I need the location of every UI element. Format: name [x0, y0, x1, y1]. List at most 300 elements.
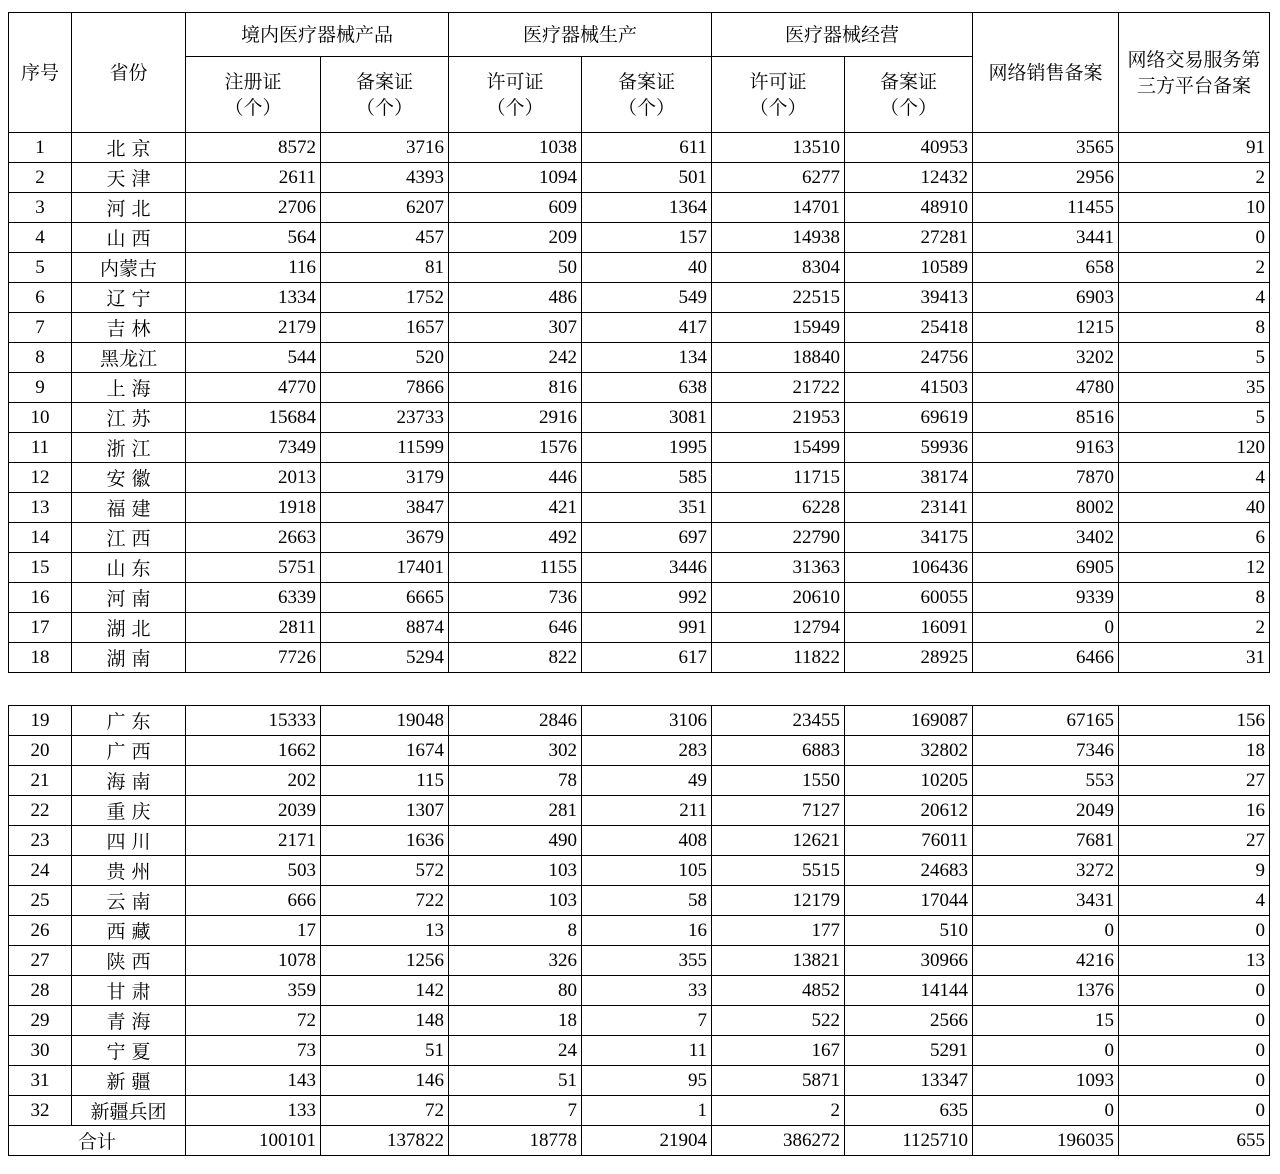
header-online-sales: 网络销售备案: [973, 13, 1119, 133]
table-row: [9, 283, 1270, 313]
value-cell: 202: [186, 766, 321, 796]
value-cell: 553: [973, 766, 1119, 796]
row-index: 20: [9, 736, 72, 766]
value-cell: 146: [321, 1066, 449, 1096]
value-cell: 142: [321, 976, 449, 1006]
subheader-license: [449, 57, 582, 133]
value-cell: 17: [186, 916, 321, 946]
table-row: [9, 1006, 1270, 1036]
subheader-unit: （个）: [617, 96, 675, 119]
value-cell: 8572: [186, 133, 321, 163]
value-cell: 510: [845, 916, 973, 946]
province-name: 湖 南: [72, 643, 186, 673]
value-cell: 18: [449, 1006, 582, 1036]
value-cell: 3402: [973, 523, 1119, 553]
province-name: 浙 江: [72, 433, 186, 463]
subheader-unit: （个）: [224, 96, 282, 119]
value-cell: 72: [186, 1006, 321, 1036]
value-cell: 2179: [186, 313, 321, 343]
value-cell: 5751: [186, 553, 321, 583]
value-cell: 492: [449, 523, 582, 553]
value-cell: 73: [186, 1036, 321, 1066]
value-cell: 564: [186, 223, 321, 253]
value-cell: 4: [1119, 283, 1270, 313]
subheader-filing: [321, 57, 449, 133]
value-cell: 1215: [973, 313, 1119, 343]
province-name: 青 海: [72, 1006, 186, 1036]
header-province: 省份: [72, 13, 186, 133]
value-cell: 10589: [845, 253, 973, 283]
total-cell: 137822: [321, 1126, 449, 1156]
province-name: 河 北: [72, 193, 186, 223]
value-cell: 1995: [582, 433, 712, 463]
value-cell: 1752: [321, 283, 449, 313]
value-cell: 41503: [845, 373, 973, 403]
value-cell: 23455: [712, 706, 845, 736]
value-cell: 822: [449, 643, 582, 673]
row-index: 18: [9, 643, 72, 673]
value-cell: 19048: [321, 706, 449, 736]
value-cell: 15684: [186, 403, 321, 433]
value-cell: 3716: [321, 133, 449, 163]
table-row: [9, 826, 1270, 856]
value-cell: 2611: [186, 163, 321, 193]
value-cell: 5: [1119, 343, 1270, 373]
value-cell: 69619: [845, 403, 973, 433]
value-cell: 14938: [712, 223, 845, 253]
value-cell: 816: [449, 373, 582, 403]
value-cell: 12621: [712, 826, 845, 856]
value-cell: 585: [582, 463, 712, 493]
table-row: [9, 583, 1270, 613]
table-row: [9, 523, 1270, 553]
value-cell: 0: [1119, 223, 1270, 253]
province-name: 广 东: [72, 706, 186, 736]
value-cell: 32802: [845, 736, 973, 766]
table-row: [9, 553, 1270, 583]
value-cell: 48910: [845, 193, 973, 223]
value-cell: 18840: [712, 343, 845, 373]
table-row: [9, 976, 1270, 1006]
row-index: 4: [9, 223, 72, 253]
table-row: [9, 493, 1270, 523]
value-cell: 12179: [712, 886, 845, 916]
value-cell: 992: [582, 583, 712, 613]
value-cell: 722: [321, 886, 449, 916]
province-name: 上 海: [72, 373, 186, 403]
province-name: 四 川: [72, 826, 186, 856]
province-name: 江 西: [72, 523, 186, 553]
subheader-text: 许可证: [486, 70, 544, 93]
province-name: 贵 州: [72, 856, 186, 886]
province-name: 山 东: [72, 553, 186, 583]
subheader-text: 许可证: [749, 70, 807, 93]
value-cell: 13821: [712, 946, 845, 976]
value-cell: 2: [1119, 613, 1270, 643]
value-cell: 167: [712, 1036, 845, 1066]
table-row: [9, 766, 1270, 796]
value-cell: 520: [321, 343, 449, 373]
value-cell: 23141: [845, 493, 973, 523]
value-cell: 0: [973, 1096, 1119, 1126]
value-cell: 211: [582, 796, 712, 826]
value-cell: 326: [449, 946, 582, 976]
value-cell: 78: [449, 766, 582, 796]
value-cell: 4216: [973, 946, 1119, 976]
value-cell: 51: [449, 1066, 582, 1096]
table-row: [9, 403, 1270, 433]
value-cell: 281: [449, 796, 582, 826]
value-cell: 666: [186, 886, 321, 916]
value-cell: 1364: [582, 193, 712, 223]
value-cell: 359: [186, 976, 321, 1006]
value-cell: 1094: [449, 163, 582, 193]
value-cell: 11599: [321, 433, 449, 463]
header-production: 医疗器械生产: [449, 13, 712, 57]
row-index: 1: [9, 133, 72, 163]
province-name: 黑龙江: [72, 343, 186, 373]
value-cell: 1550: [712, 766, 845, 796]
row-index: 3: [9, 193, 72, 223]
value-cell: 609: [449, 193, 582, 223]
row-index: 26: [9, 916, 72, 946]
value-cell: 95: [582, 1066, 712, 1096]
province-name: 内蒙古: [72, 253, 186, 283]
value-cell: 646: [449, 613, 582, 643]
value-cell: 13510: [712, 133, 845, 163]
table-row: [9, 796, 1270, 826]
province-name: 北 京: [72, 133, 186, 163]
value-cell: 1657: [321, 313, 449, 343]
province-name: 天 津: [72, 163, 186, 193]
value-cell: 13: [321, 916, 449, 946]
row-index: 12: [9, 463, 72, 493]
row-index: 5: [9, 253, 72, 283]
row-index: 32: [9, 1096, 72, 1126]
value-cell: 20610: [712, 583, 845, 613]
value-cell: 2916: [449, 403, 582, 433]
value-cell: 15333: [186, 706, 321, 736]
value-cell: 307: [449, 313, 582, 343]
value-cell: 2811: [186, 613, 321, 643]
value-cell: 242: [449, 343, 582, 373]
value-cell: 5515: [712, 856, 845, 886]
table-row: [9, 163, 1270, 193]
value-cell: 15949: [712, 313, 845, 343]
value-cell: 0: [973, 1036, 1119, 1066]
row-index: 31: [9, 1066, 72, 1096]
value-cell: 120: [1119, 433, 1270, 463]
table-row: [9, 706, 1270, 736]
table-body-part1: [9, 133, 1270, 673]
value-cell: 21953: [712, 403, 845, 433]
province-name: 广 西: [72, 736, 186, 766]
table-row: [9, 433, 1270, 463]
value-cell: 30966: [845, 946, 973, 976]
subheader-text: 备案证: [617, 70, 675, 93]
row-index: 11: [9, 433, 72, 463]
value-cell: 7726: [186, 643, 321, 673]
value-cell: 40: [1119, 493, 1270, 523]
value-cell: 34175: [845, 523, 973, 553]
value-cell: 103: [449, 886, 582, 916]
value-cell: 49: [582, 766, 712, 796]
value-cell: 6466: [973, 643, 1119, 673]
total-cell: 655: [1119, 1126, 1270, 1156]
subheader-filing: [845, 57, 973, 133]
value-cell: 457: [321, 223, 449, 253]
province-name: 安 徽: [72, 463, 186, 493]
row-index: 19: [9, 706, 72, 736]
value-cell: 76011: [845, 826, 973, 856]
value-cell: 5294: [321, 643, 449, 673]
value-cell: 7866: [321, 373, 449, 403]
value-cell: 7870: [973, 463, 1119, 493]
value-cell: 116: [186, 253, 321, 283]
value-cell: 3565: [973, 133, 1119, 163]
table-row: [9, 1066, 1270, 1096]
row-index: 14: [9, 523, 72, 553]
value-cell: 39413: [845, 283, 973, 313]
value-cell: 13347: [845, 1066, 973, 1096]
value-cell: 2171: [186, 826, 321, 856]
row-index: 8: [9, 343, 72, 373]
value-cell: 446: [449, 463, 582, 493]
value-cell: 5291: [845, 1036, 973, 1066]
table-row: [9, 856, 1270, 886]
value-cell: 7681: [973, 826, 1119, 856]
value-cell: 115: [321, 766, 449, 796]
total-row: [9, 1126, 1270, 1156]
value-cell: 6277: [712, 163, 845, 193]
value-cell: 5: [1119, 403, 1270, 433]
value-cell: 4770: [186, 373, 321, 403]
value-cell: 3179: [321, 463, 449, 493]
province-name: 山 西: [72, 223, 186, 253]
row-index: 30: [9, 1036, 72, 1066]
total-cell: 18778: [449, 1126, 582, 1156]
value-cell: 3272: [973, 856, 1119, 886]
table-row: [9, 373, 1270, 403]
value-cell: 11455: [973, 193, 1119, 223]
value-cell: 24: [449, 1036, 582, 1066]
value-cell: 3847: [321, 493, 449, 523]
value-cell: 17401: [321, 553, 449, 583]
header-third-party: [1119, 13, 1270, 133]
value-cell: 572: [321, 856, 449, 886]
row-index: 23: [9, 826, 72, 856]
table-row: [9, 643, 1270, 673]
value-cell: 11822: [712, 643, 845, 673]
table-row: [9, 946, 1270, 976]
value-cell: 80: [449, 976, 582, 1006]
value-cell: 6228: [712, 493, 845, 523]
value-cell: 1576: [449, 433, 582, 463]
value-cell: 31: [1119, 643, 1270, 673]
value-cell: 21722: [712, 373, 845, 403]
table-row: [9, 613, 1270, 643]
value-cell: 72: [321, 1096, 449, 1126]
value-cell: 736: [449, 583, 582, 613]
header-seq: 序号: [9, 13, 72, 133]
value-cell: 638: [582, 373, 712, 403]
value-cell: 351: [582, 493, 712, 523]
value-cell: 4: [1119, 886, 1270, 916]
table-row: [9, 223, 1270, 253]
value-cell: 22515: [712, 283, 845, 313]
row-index: 17: [9, 613, 72, 643]
value-cell: 17044: [845, 886, 973, 916]
value-cell: 157: [582, 223, 712, 253]
value-cell: 10205: [845, 766, 973, 796]
value-cell: 991: [582, 613, 712, 643]
value-cell: 0: [1119, 1006, 1270, 1036]
table-row: [9, 343, 1270, 373]
value-cell: 4852: [712, 976, 845, 1006]
value-cell: 9: [1119, 856, 1270, 886]
value-cell: 8874: [321, 613, 449, 643]
value-cell: 169087: [845, 706, 973, 736]
value-cell: 1376: [973, 976, 1119, 1006]
value-cell: 0: [1119, 916, 1270, 946]
value-cell: 134: [582, 343, 712, 373]
value-cell: 2: [712, 1096, 845, 1126]
table-row: [9, 886, 1270, 916]
value-cell: 15: [973, 1006, 1119, 1036]
value-cell: 355: [582, 946, 712, 976]
value-cell: 23733: [321, 403, 449, 433]
province-name: 湖 北: [72, 613, 186, 643]
value-cell: 7: [582, 1006, 712, 1036]
value-cell: 6665: [321, 583, 449, 613]
value-cell: 1256: [321, 946, 449, 976]
subheader-license: [712, 57, 845, 133]
value-cell: 16: [582, 916, 712, 946]
value-cell: 302: [449, 736, 582, 766]
value-cell: 3106: [582, 706, 712, 736]
province-name: 新 疆: [72, 1066, 186, 1096]
value-cell: 25418: [845, 313, 973, 343]
value-cell: 58: [582, 886, 712, 916]
value-cell: 7: [449, 1096, 582, 1126]
value-cell: 617: [582, 643, 712, 673]
value-cell: 91: [1119, 133, 1270, 163]
total-cell: 196035: [973, 1126, 1119, 1156]
value-cell: 1918: [186, 493, 321, 523]
value-cell: 11: [582, 1036, 712, 1066]
value-cell: 0: [973, 613, 1119, 643]
value-cell: 3431: [973, 886, 1119, 916]
value-cell: 40: [582, 253, 712, 283]
table-row: [9, 1036, 1270, 1066]
value-cell: 148: [321, 1006, 449, 1036]
province-name: 海 南: [72, 766, 186, 796]
value-cell: 2663: [186, 523, 321, 553]
value-cell: 5871: [712, 1066, 845, 1096]
table-row: [9, 313, 1270, 343]
row-index: 15: [9, 553, 72, 583]
value-cell: 7349: [186, 433, 321, 463]
subheader-unit: （个）: [355, 96, 413, 119]
row-index: 24: [9, 856, 72, 886]
value-cell: 611: [582, 133, 712, 163]
value-cell: 18: [1119, 736, 1270, 766]
subheader-filing: [582, 57, 712, 133]
value-cell: 81: [321, 253, 449, 283]
value-cell: 11715: [712, 463, 845, 493]
value-cell: 3679: [321, 523, 449, 553]
row-index: 28: [9, 976, 72, 1006]
value-cell: 27: [1119, 766, 1270, 796]
province-name: 西 藏: [72, 916, 186, 946]
value-cell: 28925: [845, 643, 973, 673]
value-cell: 6207: [321, 193, 449, 223]
value-cell: 8002: [973, 493, 1119, 523]
value-cell: 27: [1119, 826, 1270, 856]
value-cell: 1038: [449, 133, 582, 163]
subheader-text: 备案证: [355, 70, 413, 93]
total-cell: 21904: [582, 1126, 712, 1156]
value-cell: 4780: [973, 373, 1119, 403]
value-cell: 143: [186, 1066, 321, 1096]
value-cell: 522: [712, 1006, 845, 1036]
value-cell: 40953: [845, 133, 973, 163]
summary-table-part1: [8, 12, 1270, 673]
value-cell: 0: [1119, 976, 1270, 1006]
value-cell: 1307: [321, 796, 449, 826]
value-cell: 6339: [186, 583, 321, 613]
province-name: 甘 肃: [72, 976, 186, 1006]
value-cell: 0: [1119, 1096, 1270, 1126]
value-cell: 2: [1119, 253, 1270, 283]
value-cell: 60055: [845, 583, 973, 613]
value-cell: 12: [1119, 553, 1270, 583]
value-cell: 50: [449, 253, 582, 283]
value-cell: 6883: [712, 736, 845, 766]
province-name: 河 南: [72, 583, 186, 613]
value-cell: 27281: [845, 223, 973, 253]
province-name: 辽 宁: [72, 283, 186, 313]
value-cell: 1: [582, 1096, 712, 1126]
subheader-unit: （个）: [879, 96, 937, 119]
value-cell: 658: [973, 253, 1119, 283]
value-cell: 6903: [973, 283, 1119, 313]
row-index: 25: [9, 886, 72, 916]
province-name: 吉 林: [72, 313, 186, 343]
value-cell: 417: [582, 313, 712, 343]
value-cell: 133: [186, 1096, 321, 1126]
value-cell: 13: [1119, 946, 1270, 976]
value-cell: 490: [449, 826, 582, 856]
value-cell: 283: [582, 736, 712, 766]
value-cell: 544: [186, 343, 321, 373]
value-cell: 12794: [712, 613, 845, 643]
province-name: 福 建: [72, 493, 186, 523]
value-cell: 6905: [973, 553, 1119, 583]
value-cell: 408: [582, 826, 712, 856]
value-cell: 2566: [845, 1006, 973, 1036]
value-cell: 14144: [845, 976, 973, 1006]
total-cell: 100101: [186, 1126, 321, 1156]
header-operation: 医疗器械经营: [712, 13, 973, 57]
value-cell: 10: [1119, 193, 1270, 223]
value-cell: 33: [582, 976, 712, 1006]
value-cell: 24683: [845, 856, 973, 886]
value-cell: 2013: [186, 463, 321, 493]
value-cell: 106436: [845, 553, 973, 583]
value-cell: 12432: [845, 163, 973, 193]
value-cell: 31363: [712, 553, 845, 583]
